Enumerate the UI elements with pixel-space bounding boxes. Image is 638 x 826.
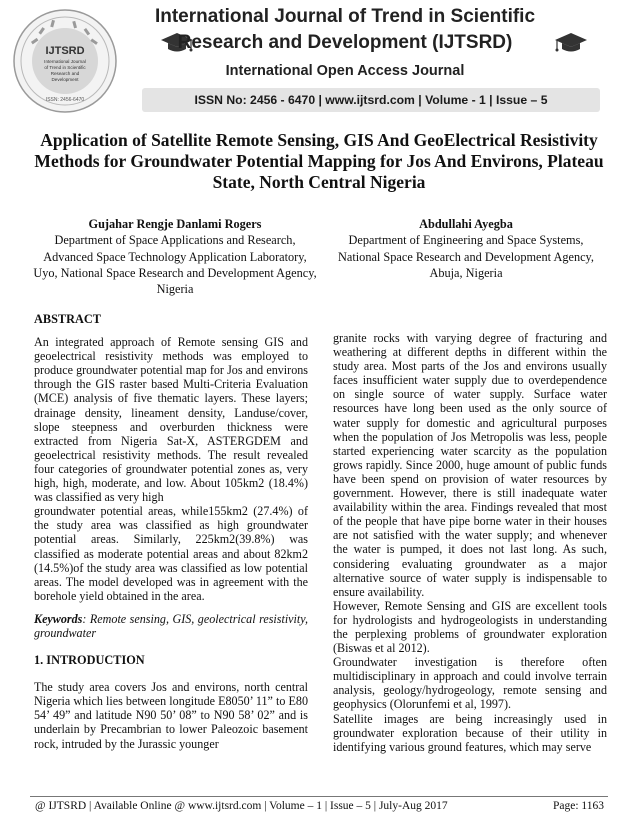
ijtsrd-logo	[12, 8, 118, 114]
right-column	[333, 331, 607, 754]
issn-banner: ISSN No: 2456 - 6470 | www.ijtsrd.com | Volume - 1 | Issue – 5	[142, 88, 600, 112]
open-access-label: International Open Access Journal	[225, 63, 465, 79]
footer-citation: @ IJTSRD | Available Online @ www.ijtsrd.com | Volume – 1 | Issue – 5 | July-Aug 2017	[35, 800, 448, 812]
svg-text:International Journal: International Journal	[44, 59, 86, 64]
abstract-paragraph: groundwater potential areas, while155km2 (27.4%) of the study area was classified as high groundwater potential areas. Similarly, 225km2(39.8%) was classified as moderate potential areas and about 82km2 (14.5%)of the study area was classified as low potential areas. The model developed was in agreement with the borehole yield obtained in the area.	[34, 504, 308, 603]
page-number: Page: 1163	[553, 800, 604, 812]
author-block-1	[30, 216, 320, 297]
svg-text:IJTSRD: IJTSRD	[45, 45, 85, 57]
body-paragraph: However, Remote Sensing and GIS are excellent tools for hydrologists and hydrogeologists in understanding the perplexing problems of groundwater exploration (Biswas et al 2012).	[333, 598, 607, 656]
graduation-cap-icon	[554, 32, 588, 54]
abstract-paragraph: An integrated approach of Remote sensing GIS and geoelectrical resistivity methods was employed to produce groundwater potential map for Jos and environs through the GIS raster based Multi-Criteria Evaluation (MCE) analysis of five thematic layers. These layers; drainage density, lineament density, Landuse/cover, slope steepness and overburden thickness were extracted from Nigeria Sat-X, ASTERGDEM and geoelectrical resistivity methods. The result revealed four categories of groundwater potential zones as, very high, high, moderate, and low. About 105km2 (18.4%) was classified as very high	[34, 335, 308, 505]
svg-text:of Trend in Scientific: of Trend in Scientific	[44, 65, 86, 70]
paper-title: Application of Satellite Remote Sensing, GIS And GeoElectrical Resistivity Methods for Groundwater Potential Mapping for Jos And Environs, Plateau State, North Central Nigeria	[34, 130, 604, 192]
keywords-label: Keywords	[34, 611, 83, 626]
author-affiliation: Department of Space Applications and Research, Advanced Space Technology Application Laboratory, Uyo, National Space Research and Development Agency, Nigeria	[33, 233, 317, 297]
body-paragraph: Satellite images are being increasingly used in groundwater exploration because of their utility in identifying various ground features, which may serve	[333, 711, 607, 754]
svg-text:Research and: Research and	[50, 71, 80, 76]
section-heading-introduction: 1. INTRODUCTION	[34, 653, 145, 668]
abstract-heading: ABSTRACT	[34, 312, 101, 326]
body-paragraph: Groundwater investigation is therefore often multidisciplinary in approach and could involve terrain analysis, geology/hydrogeology, remote sensing and geophysics (Olorunfemi et al, 1997).	[333, 655, 607, 712]
keywords-text: : Remote sensing, GIS, geolectrical resistivity, groundwater	[34, 611, 308, 640]
author-name: Abdullahi Ayegba	[419, 217, 513, 231]
journal-header	[0, 0, 638, 118]
journal-title-line2: Research and Development (IJTSRD)	[177, 32, 513, 53]
footer-divider	[30, 796, 608, 797]
keywords	[34, 612, 308, 640]
body-paragraph: granite rocks with varying degree of fracturing and weathering at different depths in different within the study area. Most parts of the Jos and environs usually faces insufficient water supply due to overdependence on single source of water supply. Surface water resources have long been used as the only source of water supply for domestic and agricultural purposes when the population of Jos Metropolis was less, people started experiencing water scarcity as the population grows rapidly. Since 2000, huge amount of public funds have been spend on provision of water resources by government. However, there is still inadequate water availability within the area. Findings revealed that most of the people that have pipe borne water in their houses are not satisfied with the water supply; and whenever the water is pumped, it does not last long. As such, considering evaluating groundwater as a major alternative source of water supply is indispensable to ensure availability.	[333, 331, 607, 599]
journal-title-line1: International Journal of Trend in Scientific	[154, 6, 536, 27]
svg-text:ISSN: 2456-6470: ISSN: 2456-6470	[45, 97, 85, 103]
author-affiliation: Department of Engineering and Space Systems, National Space Research and Development Agency, Abuja, Nigeria	[338, 233, 594, 280]
author-name: Gujahar Rengje Danlami Rogers	[88, 217, 262, 231]
body-paragraph: The study area covers Jos and environs, north central Nigeria which lies between longitude E8050’ 11” to E80 54’ 49” and latitude N90 50’ 08” to N90 58’ 02” and is underlain by Precambrian to lower Paleozoic basement rock, intruded by the Jurassic younger	[34, 680, 308, 751]
svg-text:Development: Development	[51, 77, 79, 82]
left-column	[34, 312, 308, 751]
author-block-2	[326, 216, 606, 281]
